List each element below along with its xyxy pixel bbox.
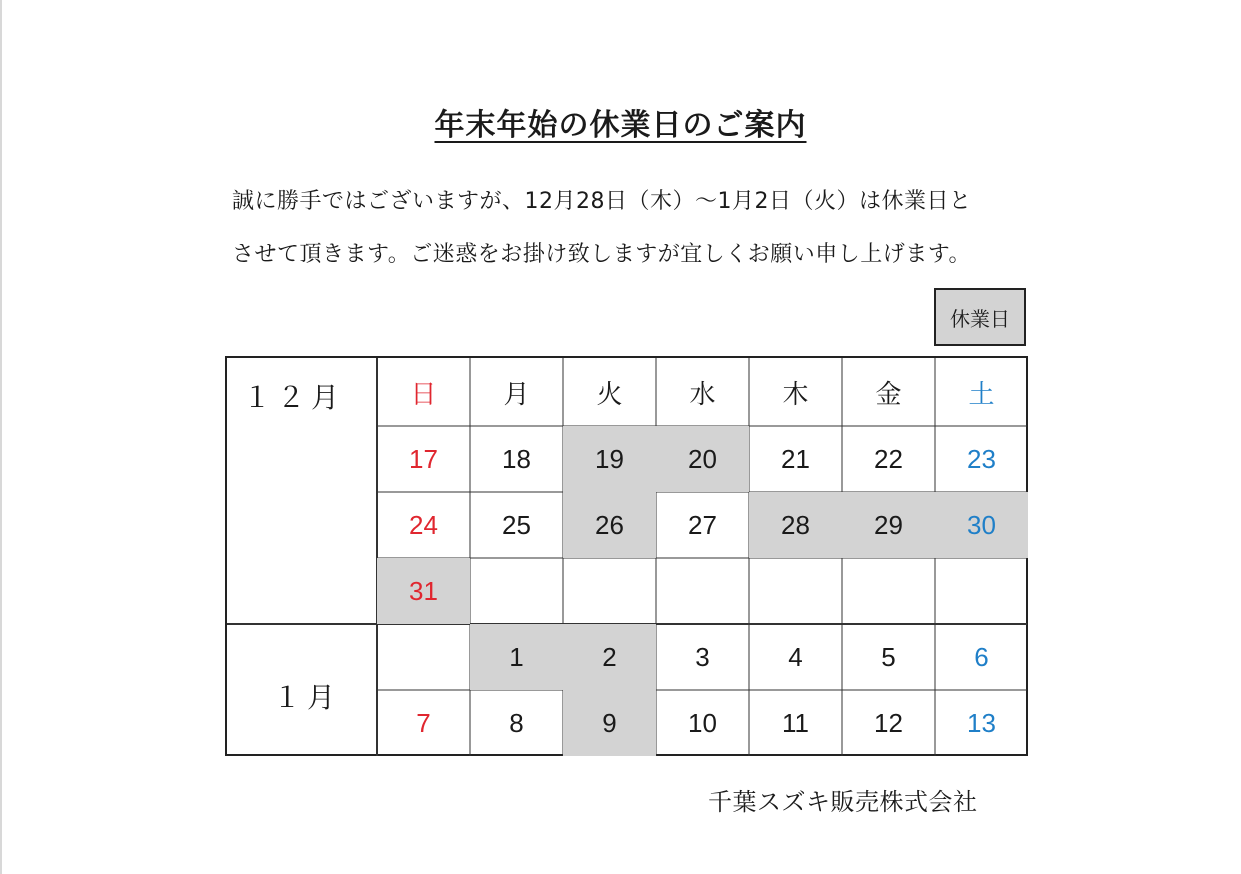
legend-closed-day: 休業日 [934, 288, 1026, 346]
calendar-day: 19 [563, 426, 656, 492]
calendar-empty-cell [749, 558, 842, 624]
calendar-day: 28 [749, 492, 842, 558]
calendar-day: 20 [656, 426, 749, 492]
calendar-day: 17 [409, 443, 438, 474]
company-name: 千葉スズキ販売株式会社 [708, 788, 978, 816]
calendar-day: 23 [967, 443, 996, 474]
calendar-day: 1 [470, 624, 563, 690]
calendar-day: 8 [509, 707, 524, 738]
calendar-day: 30 [935, 492, 1028, 558]
calendar-day: 13 [967, 707, 996, 738]
page-title: 年末年始の休業日のご案内 [434, 108, 807, 143]
weekday-header: 土 [968, 378, 995, 409]
month-label-january: １月 [273, 681, 342, 714]
notice-line-1: 誠に勝手ではございますが、12月28日（木）～1月2日（火）は休業日と [232, 189, 972, 214]
calendar-day: 25 [502, 509, 531, 540]
calendar-day: 22 [874, 443, 903, 474]
calendar-empty-cell [842, 558, 935, 624]
calendar-day: 24 [409, 509, 438, 540]
calendar-empty-cell [935, 558, 1028, 624]
calendar-day: 12 [874, 707, 903, 738]
calendar-day: 29 [842, 492, 935, 558]
weekday-header: 木 [782, 378, 809, 409]
calendar-empty-cell [656, 558, 749, 624]
calendar-day: 21 [781, 443, 810, 474]
calendar-day: 18 [502, 443, 531, 474]
calendar-day: 26 [563, 492, 656, 558]
calendar-day: 11 [782, 707, 809, 738]
calendar-empty-cell [563, 558, 656, 624]
month-label-december: １２月 [243, 381, 346, 414]
calendar-day: 10 [688, 707, 717, 738]
calendar-day: 7 [416, 707, 431, 738]
calendar-empty-cell [470, 558, 563, 624]
calendar-day: 9 [563, 690, 656, 756]
calendar-empty-cell [377, 624, 470, 690]
calendar-day: 27 [688, 509, 717, 540]
weekday-header: 火 [596, 378, 623, 409]
calendar-day: 4 [788, 641, 803, 672]
notice-line-2: させて頂きます。ご迷惑をお掛け致しますが宜しくお願い申し上げます。 [232, 242, 971, 267]
calendar-day: 5 [881, 641, 896, 672]
calendar-day: 2 [563, 624, 656, 690]
weekday-header: 金 [875, 378, 902, 409]
calendar-day: 3 [695, 641, 710, 672]
calendar-day: 31 [377, 558, 470, 624]
calendar-day: 6 [974, 641, 989, 672]
holiday-calendar [225, 356, 1028, 756]
weekday-header: 月 [503, 378, 530, 409]
weekday-header: 日 [410, 378, 437, 409]
weekday-header: 水 [689, 378, 716, 409]
